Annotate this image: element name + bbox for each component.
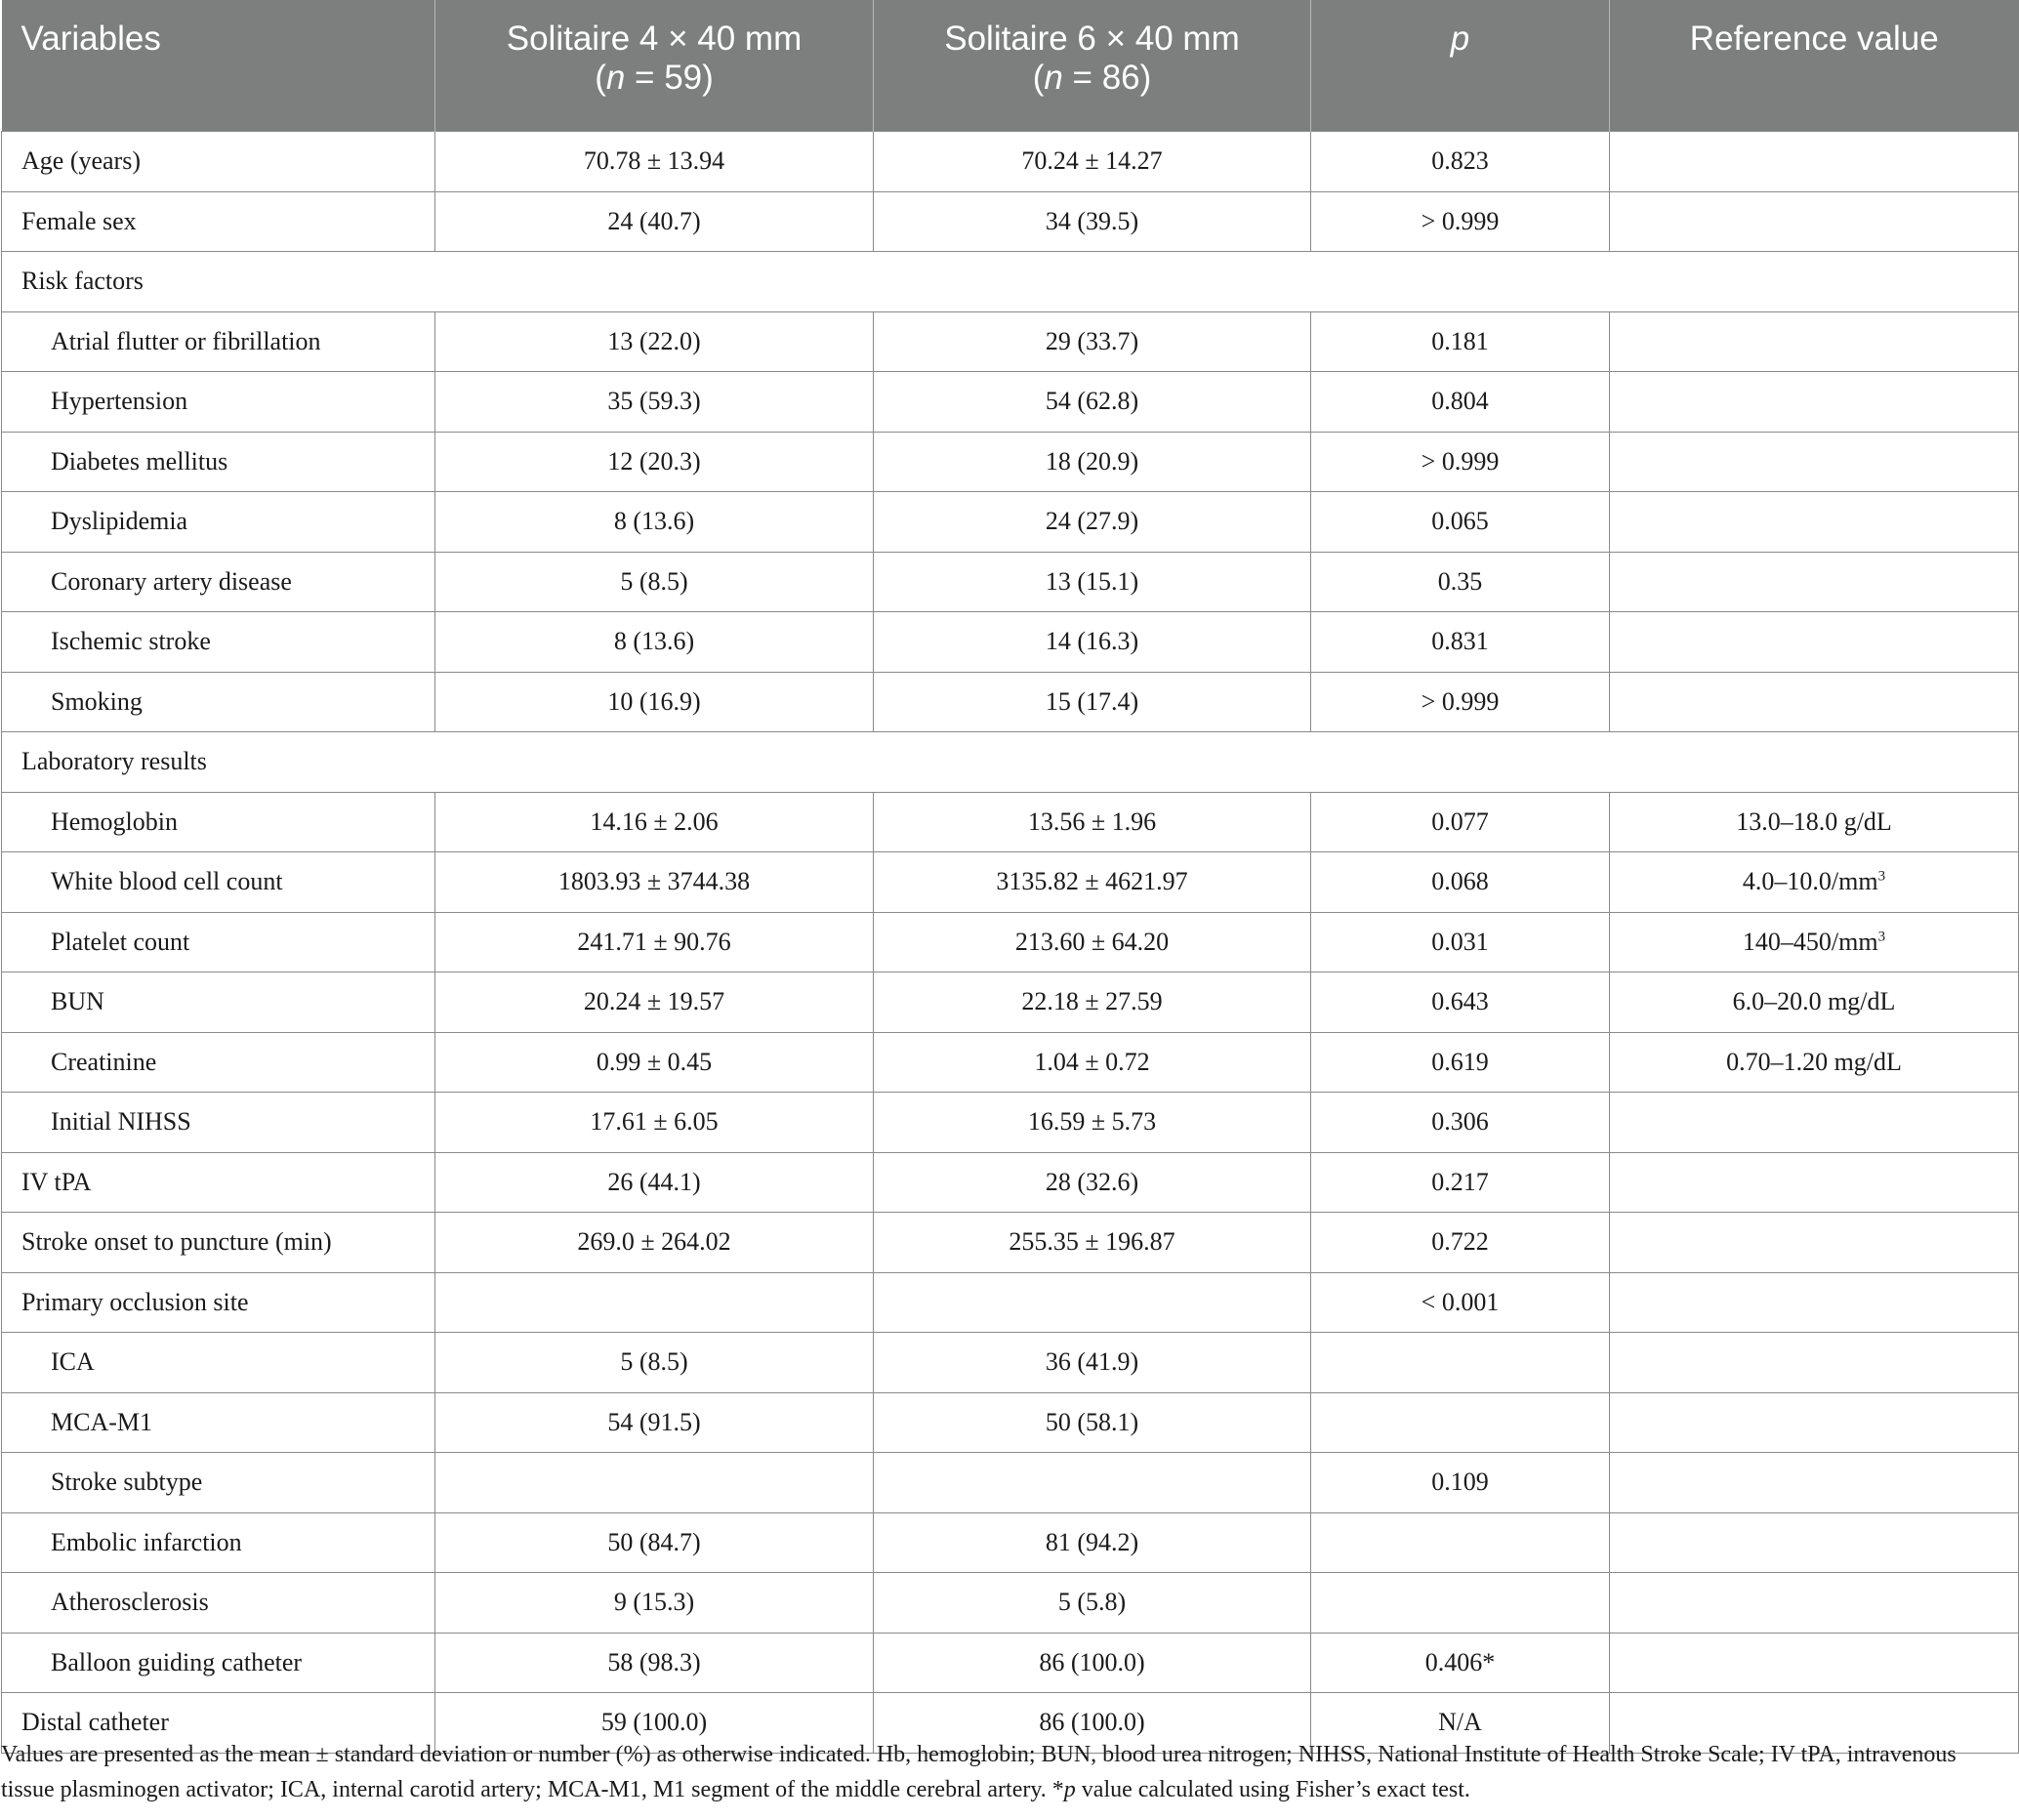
section-label: Laboratory results	[2, 732, 2019, 793]
p-value-cell: 0.109	[1311, 1453, 1610, 1513]
solitaire-4x40-cell: 26 (44.1)	[435, 1152, 874, 1213]
p-value-cell	[1311, 1333, 1610, 1393]
solitaire-4x40-cell: 9 (15.3)	[435, 1573, 874, 1634]
variable-cell: Stroke subtype	[2, 1453, 435, 1513]
solitaire-4x40-cell: 10 (16.9)	[435, 672, 874, 732]
table-row	[2, 1392, 2019, 1453]
variable-cell: Hypertension	[2, 372, 435, 433]
table-row	[2, 1512, 2019, 1573]
p-value-cell: N/A	[1311, 1693, 1610, 1754]
p-value-cell: > 0.999	[1311, 432, 1610, 492]
solitaire-6x40-cell: 36 (41.9)	[874, 1333, 1311, 1393]
table-row	[2, 372, 2019, 433]
p-value-cell: 0.077	[1311, 792, 1610, 852]
variable-cell: Diabetes mellitus	[2, 432, 435, 492]
table-row	[2, 311, 2019, 372]
table-row	[2, 912, 2019, 972]
table-row	[2, 1032, 2019, 1093]
variable-cell: Primary occlusion site	[2, 1272, 435, 1333]
reference-value-cell	[1610, 612, 2019, 673]
baseline-characteristics-table	[1, 0, 2019, 1754]
reference-value-cell	[1610, 1392, 2019, 1453]
p-value-cell: > 0.999	[1311, 672, 1610, 732]
reference-value-cell: $4.0-10.0/mm^3$	[1610, 852, 2019, 913]
table-body	[2, 132, 2019, 1754]
solitaire-6x40-cell: 22.18 ± 27.59	[874, 972, 1311, 1033]
header-group1-title: Solitaire 4 × 40 mm	[506, 20, 803, 58]
p-value-cell: 0.643	[1311, 972, 1610, 1033]
table-row	[2, 612, 2019, 673]
variable-cell: Dyslipidemia	[2, 492, 435, 553]
header-p-value: p	[1311, 0, 1610, 132]
solitaire-6x40-cell: 54 (62.8)	[874, 372, 1311, 433]
solitaire-4x40-cell	[435, 1453, 874, 1513]
header-group2-title: Solitaire 6 × 40 mm	[944, 20, 1240, 58]
solitaire-4x40-cell: 54 (91.5)	[435, 1392, 874, 1453]
variable-cell: Creatinine	[2, 1032, 435, 1093]
variable-cell: ICA	[2, 1333, 435, 1393]
variable-cell: Stroke onset to puncture (min)	[2, 1213, 435, 1273]
reference-value-cell: $140-450/mm^3$	[1610, 912, 2019, 972]
variable-cell: Atherosclerosis	[2, 1573, 435, 1634]
section-header-row	[2, 732, 2019, 793]
variable-cell: Smoking	[2, 672, 435, 732]
solitaire-4x40-cell: 0.99 ± 0.45	[435, 1032, 874, 1093]
table-row	[2, 1152, 2019, 1213]
variable-cell: IV tPA	[2, 1152, 435, 1213]
table-row	[2, 852, 2019, 913]
section-header-row	[2, 252, 2019, 312]
reference-value-cell	[1610, 1633, 2019, 1693]
solitaire-6x40-cell: 13 (15.1)	[874, 552, 1311, 612]
p-value-cell: 0.181	[1311, 311, 1610, 372]
header-solitaire-4x40	[435, 0, 874, 132]
solitaire-6x40-cell: 18 (20.9)	[874, 432, 1311, 492]
reference-value-cell	[1610, 1453, 2019, 1513]
solitaire-4x40-cell: 58 (98.3)	[435, 1633, 874, 1693]
solitaire-6x40-cell: 213.60 ± 64.20	[874, 912, 1311, 972]
table-row	[2, 1573, 2019, 1634]
solitaire-4x40-cell: 50 (84.7)	[435, 1512, 874, 1573]
solitaire-4x40-cell: 17.61 ± 6.05	[435, 1093, 874, 1153]
table-row	[2, 1213, 2019, 1273]
p-value-cell: 0.306	[1311, 1093, 1610, 1153]
reference-value-cell	[1610, 372, 2019, 433]
solitaire-4x40-cell: 35 (59.3)	[435, 372, 874, 433]
p-value-cell	[1311, 1573, 1610, 1634]
variable-cell: Ischemic stroke	[2, 612, 435, 673]
solitaire-4x40-cell: 12 (20.3)	[435, 432, 874, 492]
reference-value-cell	[1610, 1272, 2019, 1333]
variable-cell: Hemoglobin	[2, 792, 435, 852]
p-value-cell: 0.217	[1311, 1152, 1610, 1213]
variable-cell: White blood cell count	[2, 852, 435, 913]
table-row	[2, 552, 2019, 612]
reference-value-cell	[1610, 1093, 2019, 1153]
solitaire-6x40-cell: 255.35 ± 196.87	[874, 1213, 1311, 1273]
p-value-cell: 0.619	[1311, 1032, 1610, 1093]
table-row	[2, 1333, 2019, 1393]
solitaire-4x40-cell	[435, 1272, 874, 1333]
p-value-cell: 0.804	[1311, 372, 1610, 433]
header-row	[2, 0, 2019, 132]
solitaire-6x40-cell: 13.56 ± 1.96	[874, 792, 1311, 852]
header-solitaire-6x40	[874, 0, 1311, 132]
solitaire-6x40-cell: 3135.82 ± 4621.97	[874, 852, 1311, 913]
solitaire-4x40-cell: 14.16 ± 2.06	[435, 792, 874, 852]
reference-value-cell	[1610, 1512, 2019, 1573]
reference-value-cell	[1610, 552, 2019, 612]
solitaire-6x40-cell	[874, 1272, 1311, 1333]
solitaire-6x40-cell	[874, 1453, 1311, 1513]
p-value-cell: 0.831	[1311, 612, 1610, 673]
table-row	[2, 1633, 2019, 1693]
p-value-cell: < 0.001	[1311, 1272, 1610, 1333]
reference-value-cell: 13.0–18.0 g/dL	[1610, 792, 2019, 852]
reference-value-cell	[1610, 311, 2019, 372]
solitaire-6x40-cell: 14 (16.3)	[874, 612, 1311, 673]
p-value-cell: > 0.999	[1311, 191, 1610, 252]
reference-value-cell: 0.70–1.20 mg/dL	[1610, 1032, 2019, 1093]
solitaire-6x40-cell: 86 (100.0)	[874, 1693, 1311, 1754]
reference-value-cell	[1610, 672, 2019, 732]
solitaire-4x40-cell: 241.71 ± 90.76	[435, 912, 874, 972]
solitaire-4x40-cell: 59 (100.0)	[435, 1693, 874, 1754]
reference-value-cell	[1610, 1152, 2019, 1213]
reference-value-cell: 6.0–20.0 mg/dL	[1610, 972, 2019, 1033]
table-row	[2, 672, 2019, 732]
solitaire-6x40-cell: 50 (58.1)	[874, 1392, 1311, 1453]
section-label: Risk factors	[2, 252, 2019, 312]
variable-cell: Balloon guiding catheter	[2, 1633, 435, 1693]
solitaire-6x40-cell: 15 (17.4)	[874, 672, 1311, 732]
variable-cell: Initial NIHSS	[2, 1093, 435, 1153]
variable-cell: Coronary artery disease	[2, 552, 435, 612]
p-value-cell	[1311, 1392, 1610, 1453]
p-value-cell: 0.065	[1311, 492, 1610, 553]
p-value-cell	[1311, 1512, 1610, 1573]
solitaire-4x40-cell: 269.0 ± 264.02	[435, 1213, 874, 1273]
reference-value-cell	[1610, 132, 2019, 192]
variable-cell: Age (years)	[2, 132, 435, 192]
variable-cell: Distal catheter	[2, 1693, 435, 1754]
solitaire-4x40-cell: 24 (40.7)	[435, 191, 874, 252]
reference-value-cell	[1610, 432, 2019, 492]
variable-cell: BUN	[2, 972, 435, 1033]
reference-value-cell	[1610, 1213, 2019, 1273]
solitaire-6x40-cell: 70.24 ± 14.27	[874, 132, 1311, 192]
table-row	[2, 972, 2019, 1033]
p-value-cell: 0.823	[1311, 132, 1610, 192]
solitaire-4x40-cell: 5 (8.5)	[435, 1333, 874, 1393]
table-row	[2, 492, 2019, 553]
solitaire-6x40-cell: 86 (100.0)	[874, 1633, 1311, 1693]
solitaire-6x40-cell: 28 (32.6)	[874, 1152, 1311, 1213]
table-row	[2, 1453, 2019, 1513]
solitaire-4x40-cell: 13 (22.0)	[435, 311, 874, 372]
table-row	[2, 1272, 2019, 1333]
variable-cell: Embolic infarction	[2, 1512, 435, 1573]
solitaire-6x40-cell: 5 (5.8)	[874, 1573, 1311, 1634]
variable-cell: Female sex	[2, 191, 435, 252]
solitaire-4x40-cell: 8 (13.6)	[435, 612, 874, 673]
solitaire-4x40-cell: 5 (8.5)	[435, 552, 874, 612]
p-value-cell: 0.722	[1311, 1213, 1610, 1273]
p-value-cell: 0.406*	[1311, 1633, 1610, 1693]
table-row	[2, 1093, 2019, 1153]
solitaire-6x40-cell: 29 (33.7)	[874, 311, 1311, 372]
reference-value-cell	[1610, 1333, 2019, 1393]
header-group2-n: (n = 86)	[1032, 59, 1152, 97]
table-row	[2, 191, 2019, 252]
solitaire-4x40-cell: 20.24 ± 19.57	[435, 972, 874, 1033]
p-value-cell: 0.068	[1311, 852, 1610, 913]
variable-cell: MCA-M1	[2, 1392, 435, 1453]
reference-value-cell	[1610, 492, 2019, 553]
solitaire-6x40-cell: 81 (94.2)	[874, 1512, 1311, 1573]
solitaire-6x40-cell: 1.04 ± 0.72	[874, 1032, 1311, 1093]
solitaire-4x40-cell: 8 (13.6)	[435, 492, 874, 553]
table-row	[2, 792, 2019, 852]
solitaire-4x40-cell: 70.78 ± 13.94	[435, 132, 874, 192]
solitaire-6x40-cell: 34 (39.5)	[874, 191, 1311, 252]
table-row	[2, 432, 2019, 492]
reference-value-cell	[1610, 191, 2019, 252]
solitaire-6x40-cell: 16.59 ± 5.73	[874, 1093, 1311, 1153]
table-row	[2, 132, 2019, 192]
solitaire-4x40-cell: 1803.93 ± 3744.38	[435, 852, 874, 913]
header-reference-value: Reference value	[1610, 0, 2019, 132]
solitaire-6x40-cell: 24 (27.9)	[874, 492, 1311, 553]
header-group1-n: (n = 59)	[595, 59, 714, 97]
p-value-cell: 0.031	[1311, 912, 1610, 972]
p-value-cell: 0.35	[1311, 552, 1610, 612]
table-footnote: Values are presented as the mean ± standard deviation or number (%) as otherwise indicated. Hb, hemoglobin; BUN, blood urea nitrogen; NIHSS, National Institute of Health Stroke Scale; IV tPA, intravenous tissue plasminogen activator; ICA, internal carotid artery; MCA-M1, M1 segment of the middle cerebral artery. *p value calculated using Fisher’s exact test.	[1, 1742, 1957, 1802]
variable-cell: Atrial flutter or fibrillation	[2, 311, 435, 372]
header-variables: Variables	[21, 20, 161, 58]
variable-cell: Platelet count	[2, 912, 435, 972]
reference-value-cell	[1610, 1573, 2019, 1634]
